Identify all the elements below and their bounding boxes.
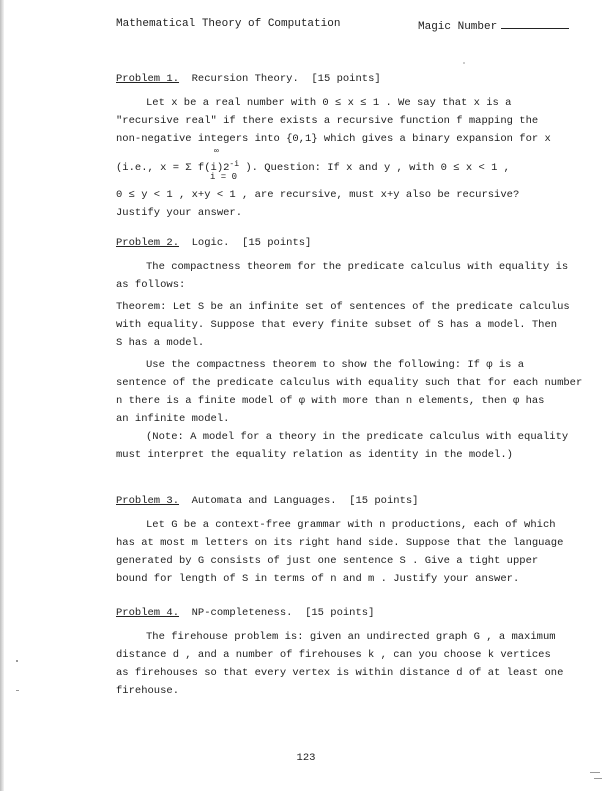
magic-number-field bbox=[418, 18, 569, 33]
problem-2-line: as follows: bbox=[116, 279, 186, 291]
theorem-line: S has a model. bbox=[116, 337, 205, 349]
course-title: Mathematical Theory of Computation bbox=[116, 18, 341, 30]
problem-1-sum-line bbox=[116, 147, 566, 182]
sum-upper-limit: ∞ bbox=[214, 147, 219, 156]
problem-3-subject: Automata and Languages. bbox=[191, 495, 337, 507]
scan-speck bbox=[594, 778, 602, 779]
problem-4 bbox=[116, 604, 566, 700]
problem-1-line: non-negative integers into {0,1} which gives a binary expansion for x bbox=[116, 133, 551, 145]
scan-speck bbox=[16, 690, 19, 691]
problem-1-line: ). Question: If x and y , with 0 ≤ x < 1 , bbox=[239, 162, 510, 174]
problem-2-line: n there is a finite model of φ with more than n elements, then φ has bbox=[116, 395, 545, 407]
problem-3 bbox=[116, 492, 566, 588]
problem-4-title: Problem 4. bbox=[116, 607, 180, 619]
problem-2-line: an infinite model. bbox=[116, 413, 230, 425]
problem-1 bbox=[116, 70, 566, 222]
page-number: 123 bbox=[296, 752, 316, 764]
problem-2-line: sentence of the predicate calculus with equality such that for each number bbox=[116, 377, 583, 389]
scan-speck bbox=[463, 62, 465, 64]
problem-4-subject: NP-completeness. bbox=[191, 607, 293, 619]
problem-2-points: [15 points] bbox=[242, 237, 312, 249]
problem-3-line: has at most m letters on its right hand side. Suppose that the language bbox=[116, 537, 564, 549]
magic-number-blank bbox=[501, 18, 569, 29]
problem-1-points: [15 points] bbox=[311, 73, 381, 85]
problem-1-heading bbox=[116, 70, 566, 88]
problem-2 bbox=[116, 234, 583, 464]
problem-1-line: 0 ≤ y < 1 , x+y < 1 , are recursive, must x+y also be recursive? bbox=[116, 189, 520, 201]
magic-number-label: Magic Number bbox=[418, 21, 498, 33]
theorem-line: Theorem: Let S be an infinite set of sentences of the predicate calculus bbox=[116, 301, 570, 313]
sum-lower-limit: i = 0 bbox=[210, 172, 238, 182]
problem-4-heading bbox=[116, 604, 566, 622]
problem-1-line: Let x be a real number with 0 ≤ x ≤ 1 . We say that x is a bbox=[146, 97, 512, 109]
problem-3-title: Problem 3. bbox=[116, 495, 180, 507]
problem-1-subject: Recursion Theory. bbox=[191, 73, 299, 85]
problem-3-line: Let G be a context-free grammar with n productions, each of which bbox=[146, 519, 556, 531]
problem-3-points: [15 points] bbox=[349, 495, 419, 507]
problem-2-line: The compactness theorem for the predicate calculus with equality is bbox=[146, 261, 569, 273]
theorem-line: with equality. Suppose that every finite subset of S has a model. Then bbox=[116, 319, 558, 331]
problem-1-line: "recursive real" if there exists a recursive function f mapping the bbox=[116, 115, 539, 127]
scan-edge bbox=[0, 0, 4, 791]
problem-2-line: Use the compactness theorem to show the following: If φ is a bbox=[146, 359, 525, 371]
problem-3-line: bound for length of S in terms of n and m . Justify your answer. bbox=[116, 573, 520, 585]
problem-3-line: generated by G consists of just one sentence S . Give a tight upper bbox=[116, 555, 539, 567]
problem-2-subject: Logic. bbox=[191, 237, 230, 249]
scan-speck bbox=[16, 660, 18, 662]
problem-2-heading bbox=[116, 234, 566, 252]
problem-4-line: firehouse. bbox=[116, 685, 180, 697]
exponent: -i bbox=[229, 160, 240, 169]
problem-1-line: (i.e., x = Σ f(i)2 bbox=[116, 162, 230, 174]
note-line: (Note: A model for a theory in the predicate calculus with equality bbox=[146, 431, 569, 443]
problem-1-title: Problem 1. bbox=[116, 73, 180, 85]
problem-4-line: as firehouses so that every vertex is within distance d of at least one bbox=[116, 667, 564, 679]
scan-speck bbox=[590, 772, 600, 773]
problem-4-line: distance d , and a number of firehouses k , can you choose k vertices bbox=[116, 649, 551, 661]
problem-2-title: Problem 2. bbox=[116, 237, 180, 249]
problem-4-line: The firehouse problem is: given an undirected graph G , a maximum bbox=[146, 631, 556, 643]
problem-1-line: Justify your answer. bbox=[116, 207, 243, 219]
problem-3-heading bbox=[116, 492, 566, 510]
note-line: must interpret the equality relation as identity in the model.) bbox=[116, 449, 513, 461]
problem-4-points: [15 points] bbox=[305, 607, 375, 619]
